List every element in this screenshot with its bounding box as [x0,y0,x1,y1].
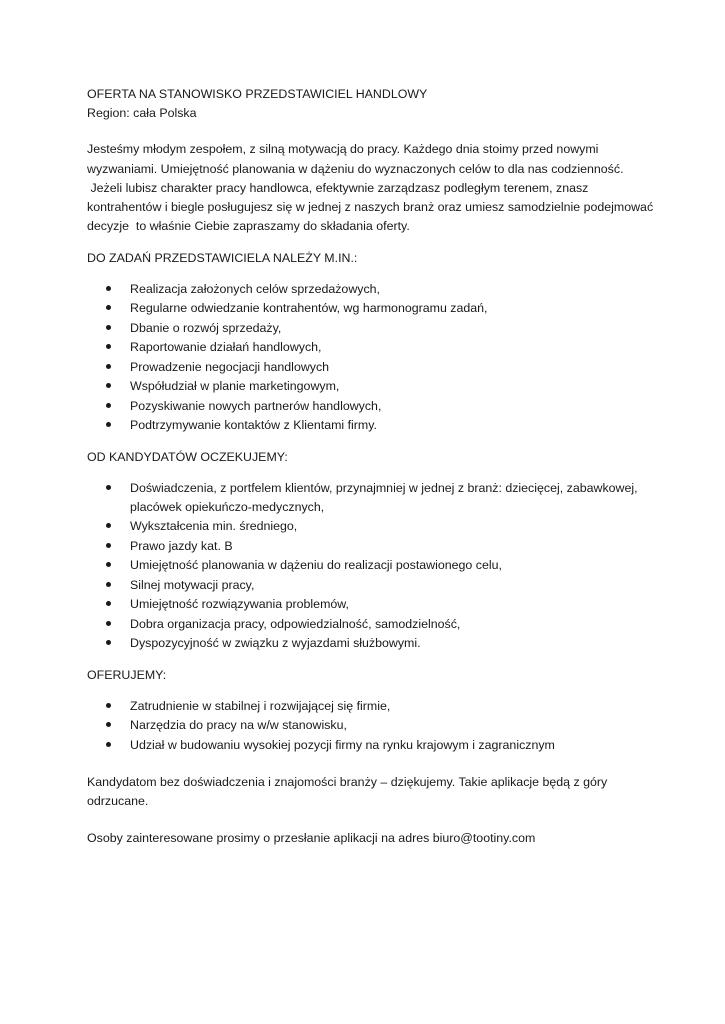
list-item: Doświadczenia, z portfelem klientów, przynajmniej w jednej z branż: dziecięcej, zabawkowej, [130,481,638,495]
bullet-icon [106,364,111,369]
list-item: Silnej motywacji pracy, [130,578,255,592]
list-item: Współudział w planie marketingowym, [130,379,340,393]
requirements-heading: OD KANDYDATÓW OCZEKUJEMY: [87,450,288,464]
bullet-icon [106,742,111,747]
bullet-icon [106,286,111,291]
list-item: Prowadzenie negocjacji handlowych [130,360,330,374]
document-title: OFERTA NA STANOWISKO PRZEDSTAWICIEL HANDLOWY [87,87,428,101]
list-item: Realizacja założonych celów sprzedażowych, [130,282,380,296]
list-item: Zatrudnienie w stabilnej i rozwijającej się firmie, [130,699,391,713]
bullet-icon [106,621,111,626]
intro-line: wyzwaniami. Umiejętność planowania w dążeniu do wyznaczonych celów to dla nas codzienność. [87,162,624,176]
intro-line: Jesteśmy młodym zespołem, z silną motywacją do pracy. Każdego dnia stoimy przed nowymi [87,142,599,156]
list-item: Umiejętność rozwiązywania problemów, [130,597,349,611]
bullet-icon [106,601,111,606]
list-item: Dbanie o rozwój sprzedaży, [130,321,282,335]
intro-line: Jeżeli lubisz charakter pracy handlowca, efektywnie zarządzasz podległym terenem, znasz [87,181,589,195]
duties-heading: DO ZADAŃ PRZEDSTAWICIELA NALEŻY M.IN.: [87,251,358,265]
bullet-icon [106,640,111,645]
offer-heading: OFERUJEMY: [87,668,167,682]
bullet-icon [106,582,111,587]
intro-line: kontrahentów i biegle posługujesz się w jednej z naszych branż oraz umiesz samodzielnie podejmować [87,200,654,214]
notice-line: odrzucane. [87,794,149,808]
bullet-icon [106,543,111,548]
bullet-icon [106,403,111,408]
bullet-icon [106,523,111,528]
bullet-icon [106,383,111,388]
list-item-continuation: placówek opiekuńczo-medycznych, [130,500,325,514]
list-item: Regularne odwiedzanie kontrahentów, wg harmonogramu zadań, [130,301,488,315]
contact-line: Osoby zainteresowane prosimy o przesłanie aplikacji na adres biuro@tootiny.com [87,831,536,845]
intro-line: decyzje to właśnie Ciebie zapraszamy do składania oferty. [87,219,410,233]
bullet-icon [106,325,111,330]
bullet-icon [106,422,111,427]
list-item: Udział w budowaniu wysokiej pozycji firmy na rynku krajowym i zagranicznym [130,738,555,752]
list-item: Dobra organizacja pracy, odpowiedzialność, samodzielność, [130,617,461,631]
bullet-icon [106,703,111,708]
bullet-icon [106,305,111,310]
list-item: Pozyskiwanie nowych partnerów handlowych, [130,399,382,413]
bullet-icon [106,344,111,349]
bullet-icon [106,485,111,490]
list-item: Umiejętność planowania w dążeniu do realizacji postawionego celu, [130,558,502,572]
list-item: Dyspozycyjność w związku z wyjazdami służbowymi. [130,636,421,650]
list-item: Podtrzymywanie kontaktów z Klientami firmy. [130,418,377,432]
bullet-icon [106,562,111,567]
list-item: Raportowanie działań handlowych, [130,340,322,354]
bullet-icon [106,722,111,727]
notice-line: Kandydatom bez doświadczenia i znajomości branży – dziękujemy. Takie aplikacje będą z góry [87,775,608,789]
list-item: Narzędzia do pracy na w/w stanowisku, [130,718,347,732]
region-line: Region: cała Polska [87,106,197,120]
list-item: Wykształcenia min. średniego, [130,519,298,533]
list-item: Prawo jazdy kat. B [130,539,233,553]
